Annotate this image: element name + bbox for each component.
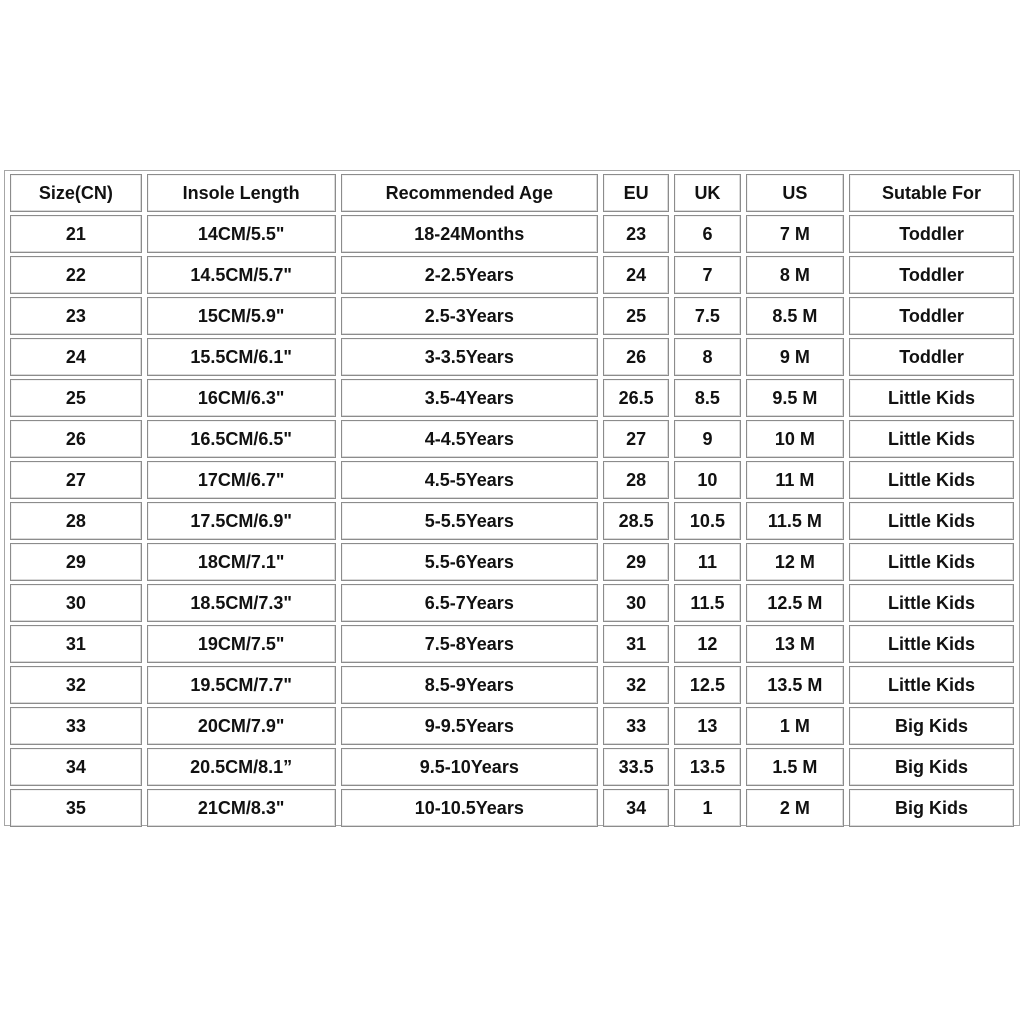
us-cell: 8 M	[746, 256, 845, 294]
eu-cell: 34	[603, 789, 669, 827]
suitable-for-cell: Little Kids	[849, 625, 1014, 663]
insole-length-cell: 19CM/7.5"	[147, 625, 336, 663]
header-row	[10, 174, 1014, 212]
header-uk: UK	[674, 174, 740, 212]
suitable-for-cell: Little Kids	[849, 502, 1014, 540]
us-cell: 11.5 M	[746, 502, 845, 540]
suitable-for-cell: Little Kids	[849, 584, 1014, 622]
suitable-for-cell: Toddler	[849, 215, 1014, 253]
recommended-age-cell: 9-9.5Years	[341, 707, 598, 745]
recommended-age-cell: 4.5-5Years	[341, 461, 598, 499]
recommended-age-cell: 10-10.5Years	[341, 789, 598, 827]
eu-cell: 33	[603, 707, 669, 745]
header-us: US	[746, 174, 845, 212]
size-cn-cell: 22	[10, 256, 142, 294]
uk-cell: 10	[674, 461, 740, 499]
insole-length-cell: 20CM/7.9"	[147, 707, 336, 745]
us-cell: 7 M	[746, 215, 845, 253]
insole-length-cell: 17.5CM/6.9"	[147, 502, 336, 540]
table-row	[10, 748, 1014, 786]
table-body	[10, 215, 1014, 827]
insole-length-cell: 18CM/7.1"	[147, 543, 336, 581]
table-row	[10, 707, 1014, 745]
size-cn-cell: 25	[10, 379, 142, 417]
size-chart-table	[5, 171, 1019, 830]
us-cell: 12.5 M	[746, 584, 845, 622]
insole-length-cell: 21CM/8.3"	[147, 789, 336, 827]
recommended-age-cell: 2-2.5Years	[341, 256, 598, 294]
table-row	[10, 379, 1014, 417]
header-size-cn: Size(CN)	[10, 174, 142, 212]
eu-cell: 26	[603, 338, 669, 376]
table-row	[10, 666, 1014, 704]
suitable-for-cell: Big Kids	[849, 748, 1014, 786]
eu-cell: 23	[603, 215, 669, 253]
header-suitable-for: Sutable For	[849, 174, 1014, 212]
insole-length-cell: 16CM/6.3"	[147, 379, 336, 417]
table-row	[10, 297, 1014, 335]
suitable-for-cell: Little Kids	[849, 461, 1014, 499]
eu-cell: 31	[603, 625, 669, 663]
header-eu: EU	[603, 174, 669, 212]
insole-length-cell: 14.5CM/5.7"	[147, 256, 336, 294]
suitable-for-cell: Little Kids	[849, 379, 1014, 417]
size-cn-cell: 28	[10, 502, 142, 540]
uk-cell: 11	[674, 543, 740, 581]
insole-length-cell: 17CM/6.7"	[147, 461, 336, 499]
eu-cell: 33.5	[603, 748, 669, 786]
size-cn-cell: 30	[10, 584, 142, 622]
uk-cell: 1	[674, 789, 740, 827]
us-cell: 13 M	[746, 625, 845, 663]
table-row	[10, 789, 1014, 827]
size-cn-cell: 29	[10, 543, 142, 581]
eu-cell: 24	[603, 256, 669, 294]
us-cell: 8.5 M	[746, 297, 845, 335]
us-cell: 9.5 M	[746, 379, 845, 417]
uk-cell: 8.5	[674, 379, 740, 417]
suitable-for-cell: Big Kids	[849, 707, 1014, 745]
recommended-age-cell: 4-4.5Years	[341, 420, 598, 458]
size-cn-cell: 23	[10, 297, 142, 335]
insole-length-cell: 15.5CM/6.1"	[147, 338, 336, 376]
us-cell: 13.5 M	[746, 666, 845, 704]
us-cell: 1.5 M	[746, 748, 845, 786]
recommended-age-cell: 7.5-8Years	[341, 625, 598, 663]
uk-cell: 7.5	[674, 297, 740, 335]
size-cn-cell: 21	[10, 215, 142, 253]
recommended-age-cell: 2.5-3Years	[341, 297, 598, 335]
table-row	[10, 543, 1014, 581]
uk-cell: 11.5	[674, 584, 740, 622]
us-cell: 9 M	[746, 338, 845, 376]
size-cn-cell: 33	[10, 707, 142, 745]
header-recommended-age: Recommended Age	[341, 174, 598, 212]
eu-cell: 30	[603, 584, 669, 622]
recommended-age-cell: 5-5.5Years	[341, 502, 598, 540]
recommended-age-cell: 3.5-4Years	[341, 379, 598, 417]
suitable-for-cell: Little Kids	[849, 666, 1014, 704]
size-cn-cell: 32	[10, 666, 142, 704]
table-row	[10, 420, 1014, 458]
uk-cell: 7	[674, 256, 740, 294]
recommended-age-cell: 9.5-10Years	[341, 748, 598, 786]
uk-cell: 6	[674, 215, 740, 253]
insole-length-cell: 20.5CM/8.1”	[147, 748, 336, 786]
eu-cell: 27	[603, 420, 669, 458]
uk-cell: 12.5	[674, 666, 740, 704]
size-cn-cell: 34	[10, 748, 142, 786]
recommended-age-cell: 6.5-7Years	[341, 584, 598, 622]
insole-length-cell: 19.5CM/7.7"	[147, 666, 336, 704]
table-row	[10, 215, 1014, 253]
size-cn-cell: 24	[10, 338, 142, 376]
insole-length-cell: 16.5CM/6.5"	[147, 420, 336, 458]
table-row	[10, 625, 1014, 663]
uk-cell: 12	[674, 625, 740, 663]
recommended-age-cell: 8.5-9Years	[341, 666, 598, 704]
uk-cell: 13	[674, 707, 740, 745]
size-cn-cell: 31	[10, 625, 142, 663]
table-row	[10, 502, 1014, 540]
eu-cell: 32	[603, 666, 669, 704]
eu-cell: 25	[603, 297, 669, 335]
size-cn-cell: 26	[10, 420, 142, 458]
uk-cell: 13.5	[674, 748, 740, 786]
eu-cell: 28.5	[603, 502, 669, 540]
header-insole-length: Insole Length	[147, 174, 336, 212]
insole-length-cell: 18.5CM/7.3"	[147, 584, 336, 622]
size-chart	[4, 170, 1020, 826]
recommended-age-cell: 3-3.5Years	[341, 338, 598, 376]
us-cell: 10 M	[746, 420, 845, 458]
eu-cell: 29	[603, 543, 669, 581]
us-cell: 11 M	[746, 461, 845, 499]
us-cell: 12 M	[746, 543, 845, 581]
table-row	[10, 338, 1014, 376]
suitable-for-cell: Little Kids	[849, 420, 1014, 458]
suitable-for-cell: Little Kids	[849, 543, 1014, 581]
suitable-for-cell: Toddler	[849, 256, 1014, 294]
recommended-age-cell: 5.5-6Years	[341, 543, 598, 581]
uk-cell: 8	[674, 338, 740, 376]
insole-length-cell: 15CM/5.9"	[147, 297, 336, 335]
eu-cell: 26.5	[603, 379, 669, 417]
size-cn-cell: 27	[10, 461, 142, 499]
table-row	[10, 256, 1014, 294]
eu-cell: 28	[603, 461, 669, 499]
table-row	[10, 584, 1014, 622]
uk-cell: 10.5	[674, 502, 740, 540]
suitable-for-cell: Toddler	[849, 338, 1014, 376]
suitable-for-cell: Toddler	[849, 297, 1014, 335]
suitable-for-cell: Big Kids	[849, 789, 1014, 827]
us-cell: 1 M	[746, 707, 845, 745]
size-cn-cell: 35	[10, 789, 142, 827]
table-row	[10, 461, 1014, 499]
us-cell: 2 M	[746, 789, 845, 827]
uk-cell: 9	[674, 420, 740, 458]
recommended-age-cell: 18-24Months	[341, 215, 598, 253]
insole-length-cell: 14CM/5.5"	[147, 215, 336, 253]
